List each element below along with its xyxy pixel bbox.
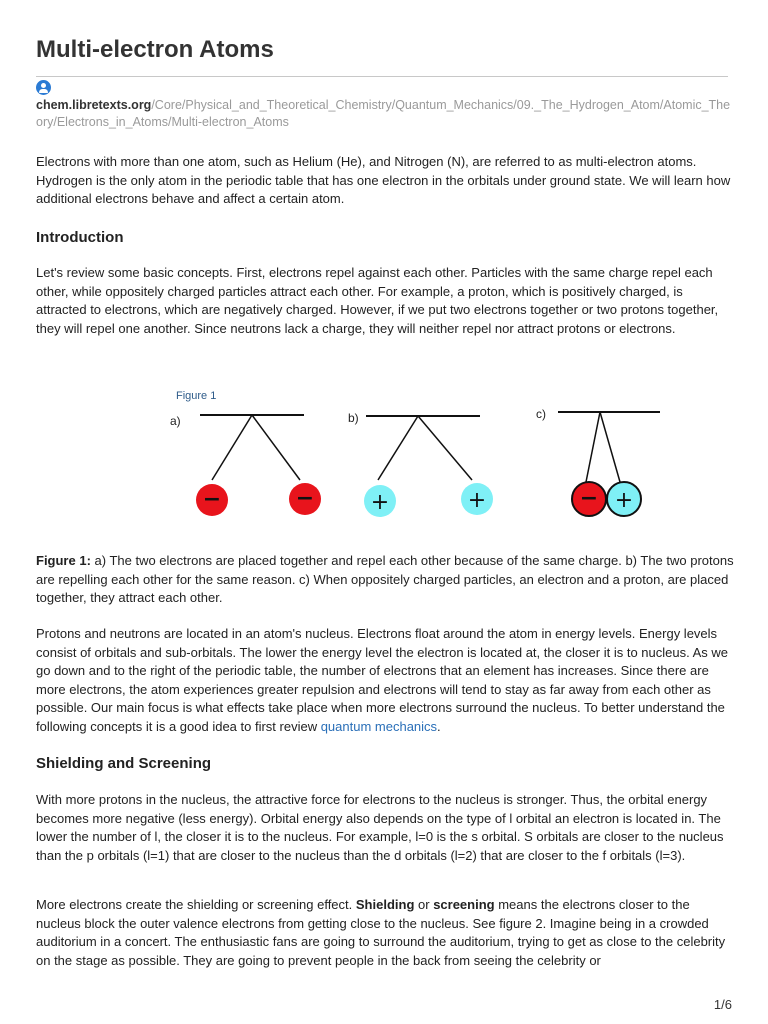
panel-b-label: b) (348, 411, 359, 425)
panel-b-string-right (418, 416, 472, 480)
caption-label: Figure 1: (36, 553, 91, 568)
plus-sign: + (370, 490, 390, 515)
heading-introduction: Introduction (36, 229, 124, 246)
panel-c-label: c) (536, 407, 546, 421)
shielding-paragraph-1: With more protons in the nucleus, the attractive force for electrons to the nucleus is stronger. Thus, the orbital energy becomes more negative (less energy). Orbital energy also depends on the type of l orbital an electron is located in. The lower the number of l, the closer it is to the nucleus. For example, l=0 is the s orbital. S orbitals are closer to the nucleus than the p orbitals (l=1) that are closer to the nucleus than the d orbitals (l=2) that are closer to the f orbitals (l=3). (36, 792, 724, 863)
panel-a-label: a) (170, 414, 181, 428)
user-icon (36, 80, 51, 95)
minus-sign: − (579, 486, 599, 511)
caption-text: a) The two electrons are placed together and repel each other because of the same charge. b) The two protons are repelling each other for the same reason. c) When oppositely charged particles, an electron and a proton, are placed together, they attract each other. (36, 553, 734, 606)
source-url[interactable] (36, 97, 731, 131)
minus-sign: − (202, 487, 222, 512)
quantum-mechanics-link[interactable]: quantum mechanics (320, 718, 438, 734)
title-divider (36, 76, 728, 77)
panel-b-string-left (378, 416, 418, 480)
source-domain: chem.libretexts.org (36, 98, 152, 112)
shielding-p2-c: means the electrons closer to the nucleus block the outer valence electrons from getting close to the nucleus. See figure 2. Imagine being in a crowded auditorium in a concert. The enthusiastic fans are going to surround the auditorium, trying to get as close to the celebrity on the stage as possible. They are going to prevent people in the back from seeing the celebrity or (36, 897, 726, 968)
shielding-term: Shielding (355, 897, 415, 912)
heading-shielding: Shielding and Screening (36, 755, 212, 772)
figure-1-title: Figure 1 (176, 390, 217, 402)
nucleus-end: . (437, 718, 441, 734)
nucleus-paragraph (36, 625, 736, 737)
screening-term: screening (433, 897, 495, 912)
figure-1-caption (36, 552, 736, 608)
minus-sign: − (295, 486, 315, 511)
plus-sign: + (467, 488, 487, 513)
page-number: 1/6 (713, 997, 732, 1012)
nucleus-text: Protons and neutrons are located in an atom's nucleus. Electrons float around the atom in energy levels. Energy levels consist of orbitals and sub-orbitals. The lower the energy level the electron is located at, the closer it is to nucleus. As we go down and to the right of the periodic table, the number of electrons that an element has increases. Since there are more electrons, the atom experiences greater repulsion and electrons will tend to stay as far away from each other as possible. Our main focus is what effects take place when more electrons surround the nucleus. To better understand the following concepts it is a good idea to first review (36, 626, 729, 734)
panel-a-string-right (252, 415, 300, 480)
shielding-paragraph-2 (36, 896, 736, 970)
figure-1 (140, 378, 680, 528)
introduction-paragraph: Let's review some basic concepts. First, electrons repel against each other. Particles with the same charge repel each other, while oppositely charged particles attract each other. For example, a proton, which is positively charged, is attracted to electrons, which are negatively charged. However, if we put two electrons together or two protons together, they will repel one another. Since neutrons lack a charge, they will neither repel nor attract protons or electrons. (36, 265, 719, 336)
panel-c-string-right (600, 412, 620, 482)
plus-sign: + (614, 488, 634, 513)
source-path: /Core/Physical_and_Theoretical_Chemistry/Quantum_Mechanics/09._The_Hydrogen_Atom/Atomic_Theory/Electrons_in_Atoms/Multi-electron_Atoms (36, 98, 731, 129)
intro-paragraph: Electrons with more than one atom, such as Helium (He), and Nitrogen (N), are referred to as multi-electron atoms. Hydrogen is the only atom in the periodic table that has one electron in the orbitals under ground state. We will learn how additional electrons behave and affect a certain atom. (36, 154, 731, 207)
shielding-or: or (414, 897, 434, 912)
shielding-p2-a: More electrons create the shielding or screening effect. (36, 897, 356, 912)
page-title: Multi-electron Atoms (36, 36, 274, 63)
panel-a-string-left (212, 415, 252, 480)
panel-c-string-left (586, 412, 600, 482)
